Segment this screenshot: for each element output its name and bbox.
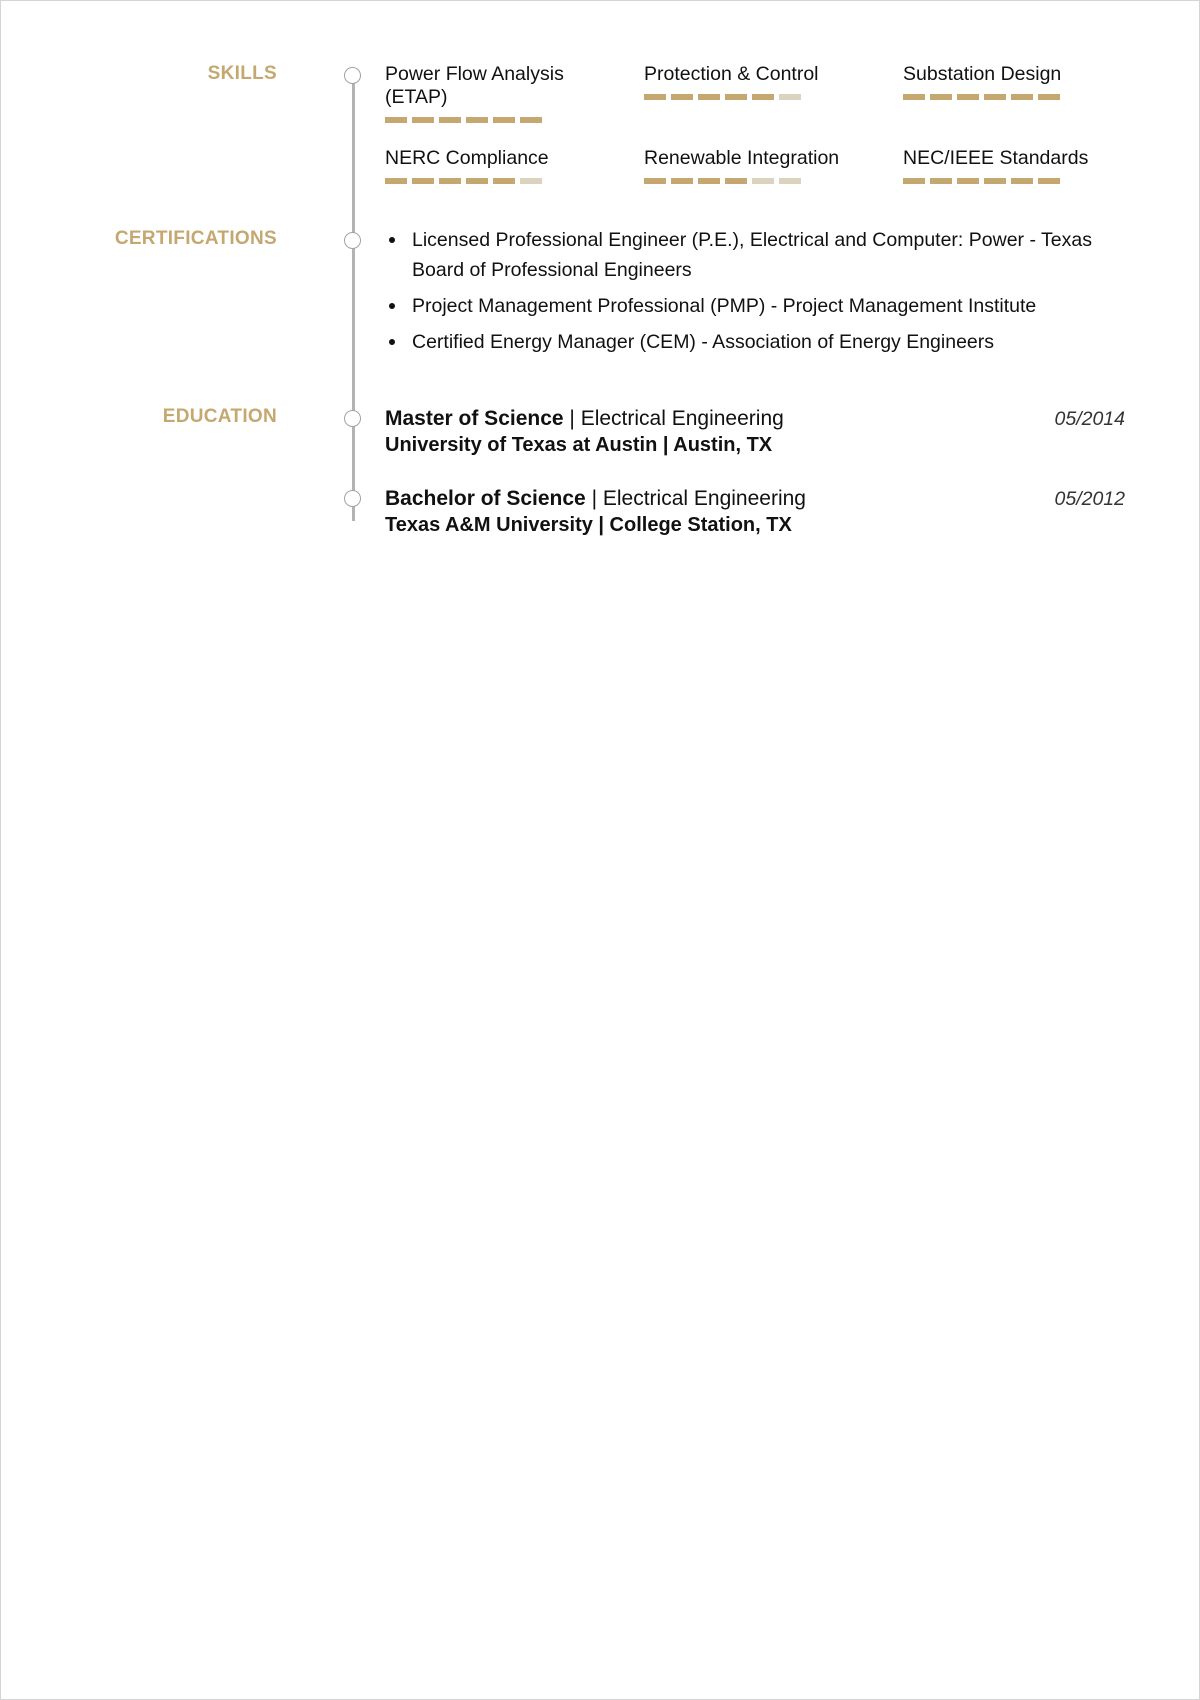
skill-item xyxy=(644,63,884,100)
skill-dash-empty xyxy=(752,178,774,184)
skill-dash-filled xyxy=(671,178,693,184)
skill-dash-filled xyxy=(466,117,488,123)
certification-text: Project Management Professional (PMP) - Project Management Institute xyxy=(412,295,1037,317)
skill-dash-filled xyxy=(439,117,461,123)
education-entry xyxy=(385,406,1125,458)
skill-dash-filled xyxy=(412,178,434,184)
skill-dash-filled xyxy=(725,178,747,184)
education-degree-line xyxy=(385,486,1125,512)
skill-item xyxy=(385,63,625,123)
skill-dash-filled xyxy=(466,178,488,184)
skill-dash-filled xyxy=(698,94,720,100)
skill-dash-filled xyxy=(520,117,542,123)
education-timeline-node xyxy=(344,410,361,427)
skill-level-bar xyxy=(385,178,625,184)
skill-dash-filled xyxy=(930,178,952,184)
degree-separator: | xyxy=(585,487,603,510)
skill-dash-filled xyxy=(385,117,407,123)
certification-text: Certified Energy Manager (CEM) - Association of Energy Engineers xyxy=(412,331,995,353)
skill-dash-filled xyxy=(957,178,979,184)
skill-dash-filled xyxy=(644,94,666,100)
skill-dash-filled xyxy=(493,117,515,123)
bullet-icon xyxy=(389,303,395,309)
skill-dash-empty xyxy=(779,94,801,100)
skill-level-bar xyxy=(903,94,1143,100)
skill-dash-filled xyxy=(412,117,434,123)
school-name: Texas A&M University | College Station, TX xyxy=(385,514,792,536)
skill-name: Renewable Integration xyxy=(644,147,840,169)
skills-timeline-node xyxy=(344,67,361,84)
bullet-icon xyxy=(389,339,395,345)
skill-dash-filled xyxy=(903,94,925,100)
skill-dash-filled xyxy=(671,94,693,100)
skill-dash-filled xyxy=(957,94,979,100)
skill-dash-filled xyxy=(698,178,720,184)
education-entry xyxy=(385,486,1125,538)
degree-title: Master of Science xyxy=(385,407,564,430)
education-degree-line xyxy=(385,406,1125,432)
skill-dash-filled xyxy=(984,178,1006,184)
skill-dash-filled xyxy=(1038,94,1060,100)
skill-level-bar xyxy=(644,178,884,184)
bullet-icon xyxy=(389,237,395,243)
skills-heading: SKILLS xyxy=(207,63,277,84)
skill-name: NERC Compliance xyxy=(385,147,549,169)
list-item xyxy=(385,291,1115,321)
skill-dash-filled xyxy=(439,178,461,184)
skill-level-bar xyxy=(903,178,1143,184)
skill-dash-filled xyxy=(1011,94,1033,100)
degree-separator: | xyxy=(563,407,581,430)
school-name: University of Texas at Austin | Austin, TX xyxy=(385,434,773,456)
skill-dash-filled xyxy=(903,178,925,184)
skill-dash-empty xyxy=(779,178,801,184)
skill-dash-filled xyxy=(725,94,747,100)
skill-level-bar xyxy=(385,117,625,123)
certifications-list xyxy=(385,225,1115,363)
skill-item xyxy=(644,147,884,184)
certification-text: Licensed Professional Engineer (P.E.), Electrical and Computer: Power - Texas Board of Professional Engineers xyxy=(412,229,1092,281)
education-heading: EDUCATION xyxy=(162,406,277,427)
skills-grid xyxy=(385,63,1185,233)
skill-dash-filled xyxy=(385,178,407,184)
education-timeline-node xyxy=(344,490,361,507)
list-item xyxy=(385,327,1115,357)
degree-field: Electrical Engineering xyxy=(580,407,784,430)
skill-name: NEC/IEEE Standards xyxy=(903,147,1089,169)
skill-dash-filled xyxy=(1011,178,1033,184)
skill-item xyxy=(385,147,625,184)
certifications-heading: CERTIFICATIONS xyxy=(114,228,277,249)
skill-name: Substation Design xyxy=(903,63,1062,85)
graduation-date: 05/2012 xyxy=(1054,488,1125,510)
skill-name: Protection & Control xyxy=(644,63,819,85)
skill-dash-filled xyxy=(752,94,774,100)
skill-dash-filled xyxy=(984,94,1006,100)
skill-level-bar xyxy=(644,94,884,100)
degree-field: Electrical Engineering xyxy=(602,487,806,510)
degree-title: Bachelor of Science xyxy=(385,487,586,510)
graduation-date: 05/2014 xyxy=(1054,408,1125,430)
timeline-line xyxy=(352,75,355,521)
list-item xyxy=(385,225,1115,285)
skill-dash-filled xyxy=(1038,178,1060,184)
skill-item xyxy=(903,63,1143,100)
skill-item xyxy=(903,147,1143,184)
skill-dash-filled xyxy=(644,178,666,184)
skill-dash-filled xyxy=(493,178,515,184)
skill-dash-filled xyxy=(930,94,952,100)
certifications-timeline-node xyxy=(344,232,361,249)
skill-name: Power Flow Analysis (ETAP) xyxy=(385,63,564,108)
skill-dash-empty xyxy=(520,178,542,184)
